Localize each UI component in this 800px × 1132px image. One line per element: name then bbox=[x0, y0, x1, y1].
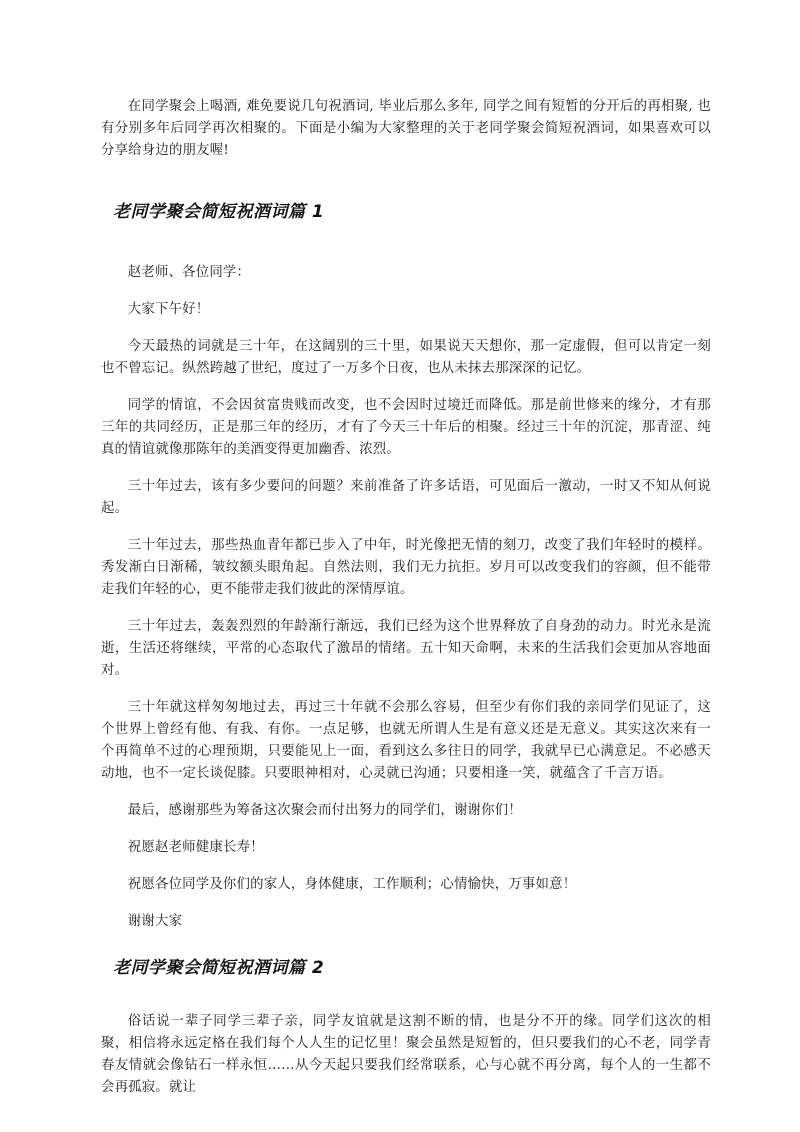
section-1-paragraph-12: 谢谢大家 bbox=[127, 914, 183, 929]
section-1-paragraph-10: 祝愿赵老师健康长寿！ bbox=[127, 840, 264, 855]
section-1-paragraph-4: 同学的情谊，不会因贫富贵贱而改变，也不会因时过境迁而降低。那是前世修来的缘分，才有那三年的共同经历，正是那三年的经历，才有了今天三十年后的相聚。经过三十年的沉淀，那青涩、纯真的情谊就像那陈年的美酒变得更加幽香、浓烈。 bbox=[101, 398, 711, 457]
section-1-paragraph-9: 最后，感谢那些为筹备这次聚会而付出努力的同学们，谢谢你们！ bbox=[127, 803, 522, 818]
section-2-paragraph-1: 俗话说一辈子同学三辈子亲，同学友谊就是这割不断的情，也是分不开的缘。同学们这次的相聚，相信将永远定格在我们每个人人生的记忆里！聚会虽然是短暂的，但只要我们的心不老，同学青春友情就会像钻石一样永恒……从今天起只要我们经常联系，心与心就不再分离，每个人的一生都不会再孤寂。就让 bbox=[101, 1014, 711, 1095]
section-1-paragraph-2: 大家下午好！ bbox=[127, 302, 210, 317]
section-1-paragraph-6: 三十年过去，那些热血青年都已步入了中年，时光像把无情的刻刀，改变了我们年轻时的模样。秀发渐白日渐稀，皱纹额头眼角起。自然法则，我们无力抗拒。岁月可以改变我们的容颜，但不能带走我们年轻的心，更不能带走我们彼此的深情厚谊。 bbox=[101, 538, 711, 597]
document-body bbox=[101, 96, 711, 1114]
intro-paragraph: 在同学聚会上喝酒, 难免要说几句祝酒词, 毕业后那么多年, 同学之间有短暂的分开后的再相聚, 也有分别多年后同学再次相聚的。下面是小编为大家整理的关于老同学聚会简短祝酒词，如果喜欢可以分享给身边的朋友喔! bbox=[101, 99, 711, 158]
section-1-paragraph-8: 三十年就这样匆匆地过去，再过三十年就不会那么容易，但至少有你们我的亲同学们见证了，这个世界上曾经有他、有我、有你。一点足够，也就无所谓人生是有意义还是无意义。其实这次来有一个再简单不过的心理预期，只要能见上一面，看到这么多往日的同学，我就早已心满意足。不必感天动地，也不一定长谈促膝。只要眼神相对，心灵就已沟通；只要相逢一笑，就蕴含了千言万语。 bbox=[101, 700, 711, 781]
section-1-paragraph-5: 三十年过去，该有多少要问的问题？来前准备了许多话语，可见面后一激动，一时又不知从何说起。 bbox=[101, 479, 711, 516]
section-2-title: 老同学聚会简短祝酒词篇 2 bbox=[113, 958, 325, 978]
section-1-title: 老同学聚会简短祝酒词篇 1 bbox=[113, 202, 325, 222]
section-1-paragraph-7: 三十年过去，轰轰烈烈的年龄渐行渐远，我们已经为这个世界释放了自身劲的动力。时光永是流逝，生活还将继续，平常的心态取代了激昂的情绪。五十知天命啊，未来的生活我们会更加从容地面对。 bbox=[101, 619, 711, 678]
section-1-paragraph-3: 今天最热的词就是三十年，在这阔别的三十里，如果说天天想你，那一定虚假，但可以肯定一刻也不曾忘记。纵然跨越了世纪，度过了一万多个日夜，也从未抹去那深深的记忆。 bbox=[101, 339, 711, 376]
section-1-paragraph-1: 赵老师、各位同学： bbox=[127, 265, 251, 280]
section-1-paragraph-11: 祝愿各位同学及你们的家人，身体健康，工作顺利；心情愉快，万事如意！ bbox=[127, 877, 577, 892]
